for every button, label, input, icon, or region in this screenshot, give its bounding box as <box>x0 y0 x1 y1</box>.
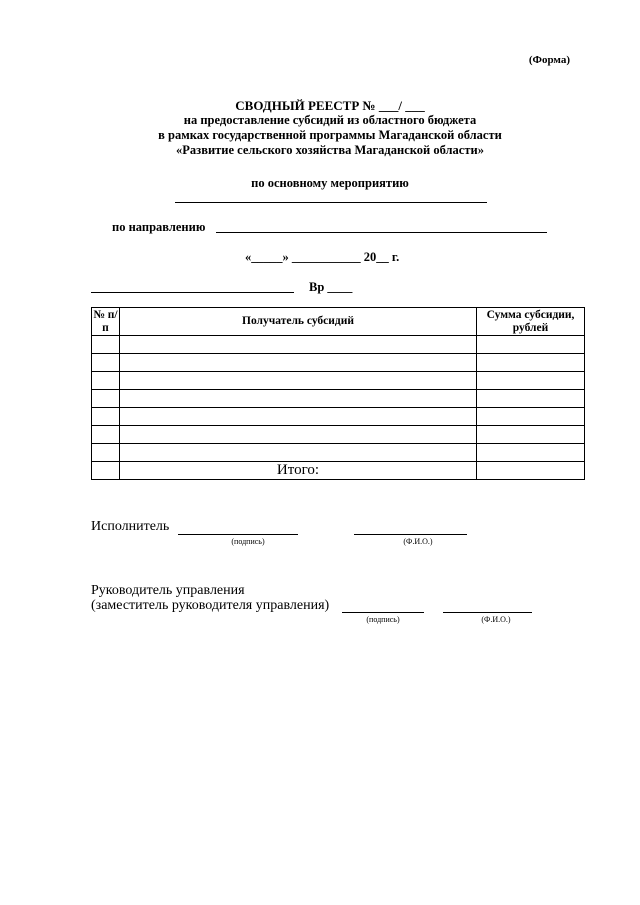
row-amount-cell[interactable] <box>477 336 585 354</box>
title-line-3: в рамках государственной программы Магаданской области <box>158 128 502 142</box>
row-amount-cell[interactable] <box>477 354 585 372</box>
table-row <box>92 408 585 426</box>
row-num-cell[interactable] <box>92 372 120 390</box>
row-num-cell[interactable] <box>92 336 120 354</box>
header-amount: Сумма субсидии, рублей <box>477 308 585 336</box>
total-num-cell <box>92 462 120 480</box>
vr-label: Вр ____ <box>309 280 353 294</box>
table-row <box>92 444 585 462</box>
head-signature-caption: (подпись) <box>366 615 400 624</box>
table-row <box>92 426 585 444</box>
row-num-cell[interactable] <box>92 426 120 444</box>
total-label: Итого: <box>120 462 477 480</box>
row-recipient-cell[interactable] <box>120 336 477 354</box>
register-title: СВОДНЫЙ РЕЕСТР № ___/ ___ <box>235 98 425 113</box>
executor-label: Исполнитель <box>91 519 170 534</box>
executor-name-field[interactable] <box>354 534 467 535</box>
row-amount-cell[interactable] <box>477 408 585 426</box>
header-num: № п/п <box>93 308 118 334</box>
executor-name-caption: (Ф.И.О.) <box>403 537 433 546</box>
row-num-cell[interactable] <box>92 390 120 408</box>
header-recipient: Получатель субсидий <box>120 308 477 336</box>
direction-label: по направлению <box>112 220 206 234</box>
row-recipient-cell[interactable] <box>120 444 477 462</box>
table-header-row <box>92 308 585 336</box>
row-num-cell[interactable] <box>92 444 120 462</box>
date-line: «_____» ___________ 20__ г. <box>245 250 400 264</box>
row-recipient-cell[interactable] <box>120 408 477 426</box>
total-amount-cell[interactable] <box>477 462 585 480</box>
table-total-row <box>92 462 585 480</box>
head-name-field[interactable] <box>443 612 532 613</box>
row-recipient-cell[interactable] <box>120 372 477 390</box>
head-title-line-1: Руководитель управления <box>91 583 245 598</box>
table-row <box>92 354 585 372</box>
table-row <box>92 336 585 354</box>
row-recipient-cell[interactable] <box>120 354 477 372</box>
main-event-field[interactable] <box>175 202 487 203</box>
form-mark: (Форма) <box>528 54 570 66</box>
row-amount-cell[interactable] <box>477 426 585 444</box>
row-amount-cell[interactable] <box>477 444 585 462</box>
row-amount-cell[interactable] <box>477 390 585 408</box>
row-recipient-cell[interactable] <box>120 426 477 444</box>
row-num-cell[interactable] <box>92 354 120 372</box>
executor-signature-caption: (подпись) <box>231 537 265 546</box>
head-signature-field[interactable] <box>342 612 424 613</box>
executor-signature-field[interactable] <box>178 534 298 535</box>
vr-prefix-field[interactable] <box>91 292 294 293</box>
head-title-line-2: (заместитель руководителя управления) <box>91 598 330 613</box>
register-table <box>91 307 585 480</box>
row-recipient-cell[interactable] <box>120 390 477 408</box>
head-name-caption: (Ф.И.О.) <box>481 615 511 624</box>
title-line-4: «Развитие сельского хозяйства Магаданской области» <box>176 143 484 157</box>
row-num-cell[interactable] <box>92 408 120 426</box>
table-row <box>92 390 585 408</box>
direction-field[interactable] <box>216 232 547 233</box>
table-row <box>92 372 585 390</box>
title-line-2: на предоставление субсидий из областного бюджета <box>183 113 477 127</box>
main-event-label: по основному мероприятию <box>251 176 409 190</box>
row-amount-cell[interactable] <box>477 372 585 390</box>
